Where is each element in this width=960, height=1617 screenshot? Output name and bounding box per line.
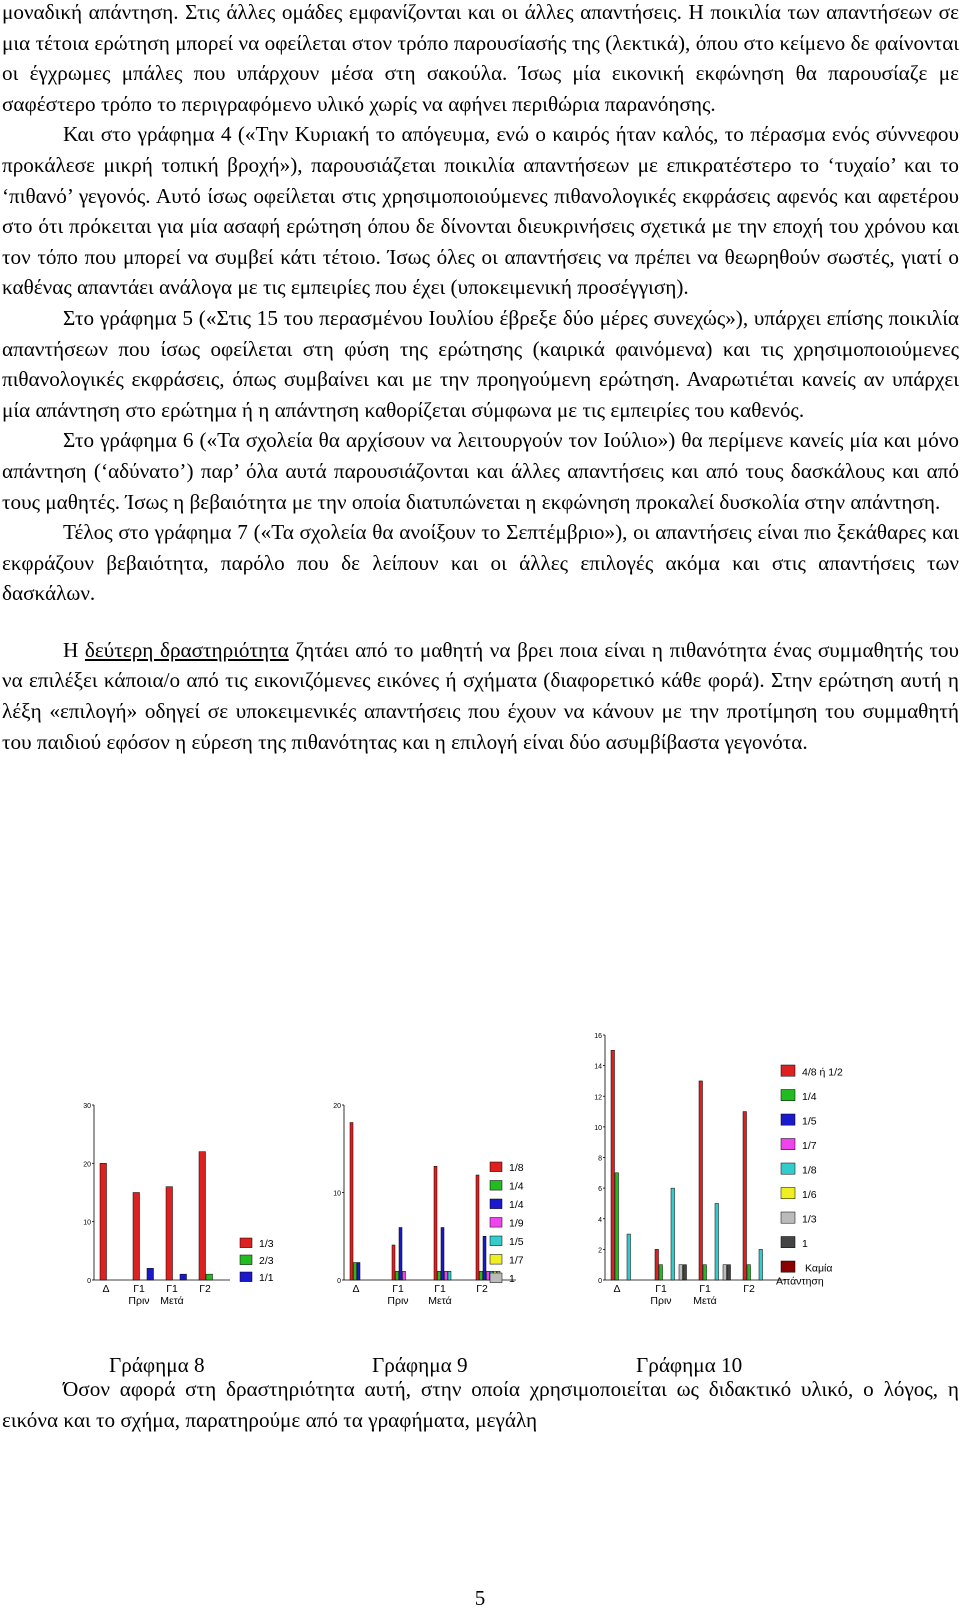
paragraph: Τέλος στο γράφημα 7 («Τα σχολεία θα ανοίξουν το Σεπτέμβριο»), οι απαντήσεις είναι πιο ξεκάθαρες και εκφράζουν βεβαιότητα, παρόλο που δε λείπουν και οι άλλες επιλογές ακόμα και στις απαντήσεις των δασκάλων. — [2, 520, 959, 606]
category-label: Πριν — [128, 1295, 150, 1307]
paragraph: Και στο γράφημα 4 («Την Κυριακή το απόγευμα, ενώ ο καιρός ήταν καλός, το πέρασμα ενός σύννεφου προκάλεσε μικρή τοπική βροχή»), παρουσιάζεται ποικιλία απαντήσεων με επικρατέστερο το ‘τυχαίο’ και το ‘πιθανό’ γεγονός. Αυτό ίσως οφείλεται στις χρησιμοποιούμενες πιθανολογικές εκφράσεις αφενός και αφετέρου στο ότι πρόκειται για μία ασαφή ερώτηση όπου δε δίνονται διευκρινήσεις σχετικά με την εποχή του χρόνου και τον τόπο που μπορεί να συμβεί κάτι τέτοιο. Ίσως όλες οι απαντήσεις να πρέπει να θεωρηθούν σωστές, γιατί ο καθένας απαντάει ανάλογα με τις εμπειρίες που έχει (υποκειμενική προσέγγιση). — [2, 122, 959, 300]
legend-swatch — [781, 1212, 795, 1223]
category-label: Γ1 — [699, 1283, 711, 1295]
paragraph: Όσον αφορά στη δραστηριότητα αυτή, στην οποία χρησιμοποιείται ως διδακτικό υλικό, ο λόγος, η εικόνα και το σχήμα, παρατηρούμε από τα γραφήματα, μεγάλη — [2, 1377, 959, 1432]
lead-text: Η — [63, 637, 85, 662]
bar — [448, 1271, 451, 1280]
bar — [655, 1249, 659, 1280]
bar — [147, 1268, 154, 1280]
bar — [747, 1265, 751, 1280]
category-label: Γ2 — [743, 1283, 755, 1295]
bar — [699, 1081, 703, 1280]
category-label: Δ — [102, 1283, 110, 1295]
legend-swatch — [490, 1255, 502, 1265]
category-label: Γ2 — [476, 1283, 488, 1295]
paragraph: μοναδική απάντηση. Στις άλλες ομάδες εμφανίζονται και οι άλλες απαντήσεις. Η ποικιλία των απαντήσεων σε μια τέτοια ερώτηση μπορεί να οφείλεται στον τρόπο παρουσίασής της (λεκτικά), όπου στο κείμενο δε φαίνονται οι έγχρωμες μπάλες που υπάρχουν μέσα στη σακούλα. Ίσως μία εικονική εκφώνηση θα παρουσίαζε με σαφέστερο τρόπο το περιγραφόμενο υλικό χωρίς να αφήνει περιθώρια παρανόησης. — [2, 0, 959, 116]
bar — [180, 1274, 187, 1280]
category-label: Γ1 — [133, 1283, 145, 1295]
rest-text: ζητάει από το μαθητή να βρει ποια είναι η πιθανότητα ένας συμμαθητής του να επιλέξει κάποια/ο από τις εικονιζόμενες εικόνες ή σχήματα (διαφορετικό κάθε φορά). Στην ερώτηση αυτή η λέξη «επιλογή» οδηγεί σε υποκειμενικές απαντήσεις που έχουν να κάνουν με την προτίμηση του συμμαθητή του παιδιού εφόσον η εύρεση της πιθανότητας και η επιλογή είναι δύο ασυμβίβαστα γεγονότα. — [2, 637, 959, 754]
legend-label: Καμία — [805, 1262, 833, 1275]
legend-swatch — [240, 1272, 252, 1282]
bar — [683, 1265, 687, 1280]
category-label: Δ — [352, 1283, 360, 1295]
bar — [703, 1265, 707, 1280]
legend-label: 4/8 ή 1/2 — [802, 1066, 843, 1079]
bar — [166, 1187, 173, 1280]
legend-label: Απάντηση — [776, 1275, 824, 1288]
y-tick-label: 10 — [83, 1219, 91, 1227]
legend-swatch — [781, 1065, 795, 1076]
bar — [483, 1236, 486, 1280]
legend-label: 1/3 — [802, 1213, 817, 1226]
bar — [759, 1249, 763, 1280]
bar — [403, 1271, 406, 1280]
bar — [100, 1163, 107, 1280]
legend-swatch — [781, 1163, 795, 1174]
y-tick-label: 2 — [598, 1247, 602, 1255]
legend-label: 1/9 — [509, 1217, 524, 1230]
legend-swatch — [490, 1181, 502, 1191]
bar — [445, 1271, 448, 1280]
legend-swatch — [781, 1114, 795, 1125]
y-tick-label: 6 — [598, 1186, 602, 1194]
legend-swatch — [781, 1237, 795, 1248]
bar — [627, 1234, 631, 1280]
bar — [199, 1152, 206, 1280]
category-label: Πριν — [650, 1295, 672, 1307]
legend-swatch — [490, 1199, 502, 1209]
legend-label: 1/6 — [802, 1189, 817, 1201]
legend-label: 1 — [802, 1238, 808, 1250]
caption-graph-9: Γράφημα 9 — [372, 1353, 468, 1377]
bar — [659, 1265, 663, 1280]
caption-graph-10: Γράφημα 10 — [636, 1353, 743, 1377]
y-tick-label: 4 — [598, 1216, 602, 1224]
y-tick-label: 0 — [598, 1278, 602, 1285]
bar — [615, 1173, 619, 1280]
bar — [743, 1112, 747, 1280]
category-label: Μετά — [428, 1295, 452, 1307]
legend-swatch — [240, 1255, 252, 1265]
legend-label: 1/4 — [509, 1180, 524, 1193]
bar — [476, 1175, 479, 1280]
bar — [671, 1188, 675, 1280]
y-tick-label: 0 — [337, 1278, 341, 1285]
bar — [396, 1271, 399, 1280]
category-label: Γ1 — [655, 1283, 667, 1295]
bar — [480, 1271, 483, 1280]
legend-swatch — [490, 1218, 502, 1228]
legend-swatch — [490, 1273, 502, 1283]
category-label: Γ1 — [392, 1283, 404, 1295]
y-tick-label: 8 — [598, 1155, 602, 1163]
legend-label: 2/3 — [259, 1255, 274, 1267]
category-label: Γ2 — [199, 1283, 211, 1295]
bar — [392, 1245, 395, 1280]
legend-label: 1/8 — [509, 1162, 524, 1174]
bar — [679, 1265, 683, 1280]
legend-swatch — [490, 1236, 502, 1246]
chart-graph-8 — [80, 1090, 300, 1330]
category-label: Μετά — [160, 1295, 184, 1307]
bar — [611, 1050, 615, 1280]
body-text — [2, 0, 959, 757]
y-tick-label: 20 — [83, 1161, 91, 1169]
chart-graph-10 — [588, 1025, 888, 1330]
bar — [723, 1265, 727, 1280]
y-tick-label: 30 — [83, 1103, 91, 1110]
bar — [715, 1203, 719, 1280]
bar — [357, 1263, 360, 1281]
y-tick-label: 10 — [333, 1190, 341, 1198]
chart-graph-9 — [330, 1090, 570, 1330]
legend-label: 1/3 — [259, 1238, 274, 1250]
bar — [206, 1274, 213, 1280]
y-tick-label: 14 — [594, 1063, 602, 1071]
paragraph: Στο γράφημα 6 («Τα σχολεία θα αρχίσουν να λειτουργούν τον Ιούλιο») θα περίμενε κανείς μία και μόνο απάντηση (‘αδύνατο’) παρ’ όλα αυτά παρουσιάζονται και άλλες απαντήσεις και από τους δασκάλους και από τους μαθητές. Ίσως η βεβαιότητα με την οποία διατυπώνεται η εκφώνηση προκαλεί δυσκολία στην απάντηση. — [2, 428, 959, 514]
y-tick-label: 10 — [594, 1124, 602, 1132]
bar — [441, 1228, 444, 1281]
underlined-term: δεύτερη δραστηριότητα — [84, 637, 289, 662]
page-number: 5 — [474, 1586, 486, 1610]
legend-label: 1/4 — [509, 1199, 524, 1211]
category-label: Πριν — [387, 1295, 409, 1307]
y-tick-label: 12 — [594, 1094, 602, 1102]
legend-label: 1/7 — [802, 1140, 817, 1152]
legend-label: 1 — [509, 1273, 515, 1285]
legend-swatch — [781, 1261, 795, 1272]
legend-swatch — [240, 1238, 252, 1248]
legend-label: 1/7 — [509, 1254, 524, 1267]
paragraph-second-activity — [2, 635, 959, 757]
y-tick-label: 20 — [333, 1103, 341, 1110]
y-tick-label: 0 — [87, 1278, 91, 1285]
legend-swatch — [781, 1090, 795, 1101]
bar — [727, 1265, 731, 1280]
bar — [133, 1193, 140, 1281]
category-label: Δ — [613, 1283, 621, 1295]
legend-swatch — [781, 1188, 795, 1199]
legend-label: 1/5 — [509, 1236, 524, 1248]
paragraph: Στο γράφημα 5 («Στις 15 του περασμένου Ιουλίου έβρεξε δύο μέρες συνεχώς»), υπάρχει επίσης ποικιλία απαντήσεων που ίσως οφείλεται στη φύση της ερώτησης (καιρικά φαινόμενα) και τις χρησιμοποιούμενες πιθανολογικές εκφράσεις, όπως συμβαίνει και με την προηγούμενη ερώτηση. Αναρωτιέται κανείς αν υπάρχει μία απάντηση στο ερώτημα ή η απάντηση καθορίζεται σύμφωνα με τις εμπειρίες του καθενός. — [2, 305, 959, 422]
bar — [350, 1123, 353, 1281]
y-tick-label: 16 — [594, 1033, 602, 1040]
legend-label: 1/5 — [802, 1115, 817, 1128]
bar — [487, 1271, 490, 1280]
legend-label: 1/1 — [259, 1272, 274, 1284]
legend-swatch — [781, 1139, 795, 1150]
category-label: Γ1 — [166, 1283, 178, 1295]
category-label: Γ1 — [434, 1283, 446, 1295]
legend-label: 1/4 — [802, 1091, 817, 1103]
legend-label: 1/8 — [802, 1164, 817, 1177]
legend-swatch — [490, 1162, 502, 1172]
bar — [434, 1166, 437, 1280]
bar — [354, 1263, 357, 1281]
bar — [438, 1271, 441, 1280]
bar — [399, 1228, 402, 1281]
closing-text — [2, 1374, 959, 1435]
caption-graph-8: Γράφημα 8 — [109, 1353, 205, 1377]
category-label: Μετά — [693, 1295, 717, 1307]
